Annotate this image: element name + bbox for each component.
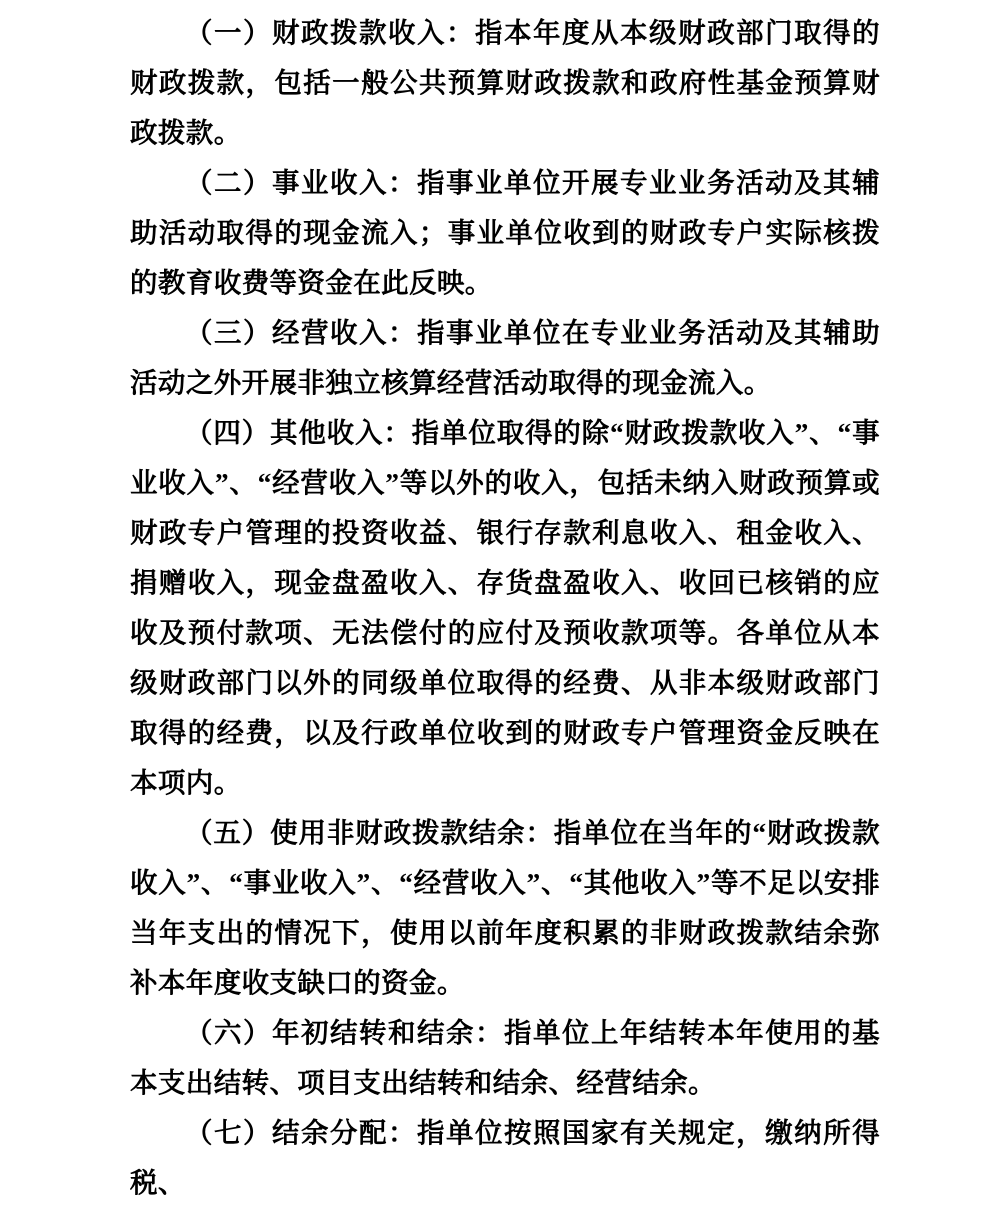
paragraph-1: （一）财政拨款收入：指本年度从本级财政部门取得的财政拨款，包括一般公共预算财政拨款和政府性基金预算财政拨款。 xyxy=(130,17,880,148)
paragraph-2: （二）事业收入：指事业单位开展专业业务活动及其辅助活动取得的现金流入；事业单位收到的财政专户实际核拨的教育收费等资金在此反映。 xyxy=(130,167,880,298)
paragraph-6: （六）年初结转和结余：指单位上年结转本年使用的基本支出结转、项目支出结转和结余、经营结余。 xyxy=(130,1017,880,1098)
paragraph-4: （四）其他收入：指单位取得的除“财政拨款收入”、“事业收入”、“经营收入”等以外的收入，包括未纳入财政预算或财政专户管理的投资收益、银行存款利息收入、租金收入、捐赠收入，现金盘盈收入、存货盘盈收入、收回已核销的应收及预付款项、无法偿付的应付及预收款项等。各单位从本级财政部门以外的同级单位取得的经费、从非本级财政部门取得的经费，以及行政单位收到的财政专户管理资金反映在本项内。 xyxy=(130,417,880,798)
paragraph-5: （五）使用非财政拨款结余：指单位在当年的“财政拨款收入”、“事业收入”、“经营收入”、“其他收入”等不足以安排当年支出的情况下，使用以前年度积累的非财政拨款结余弥补本年度收支缺口的资金。 xyxy=(130,817,880,998)
paragraph-7: （七）结余分配：指单位按照国家有关规定，缴纳所得税、 xyxy=(130,1117,880,1198)
paragraph-3: （三）经营收入：指事业单位在专业业务活动及其辅助活动之外开展非独立核算经营活动取得的现金流入。 xyxy=(130,317,880,398)
